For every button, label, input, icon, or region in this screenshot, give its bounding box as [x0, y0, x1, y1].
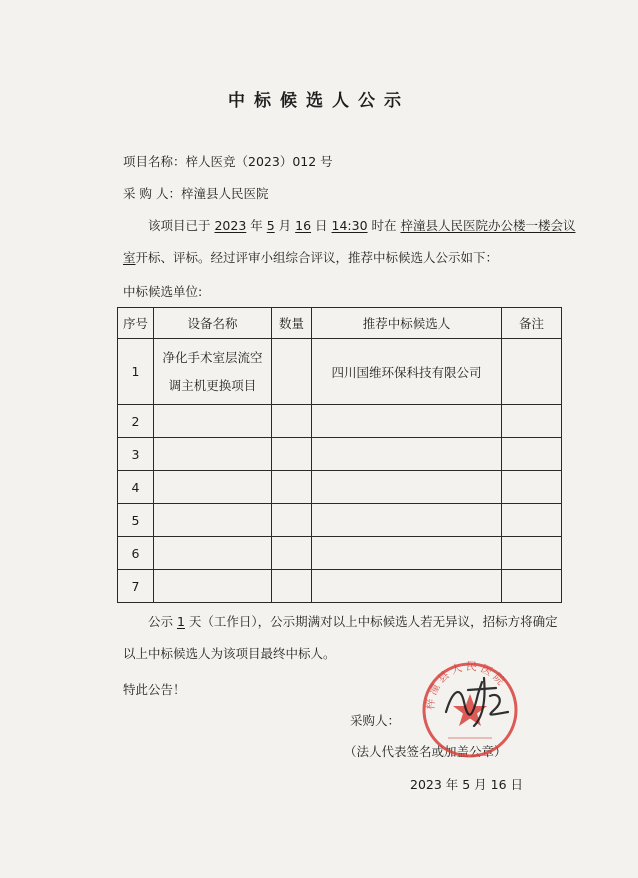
row-candidate: 四川国维环保科技有限公司 — [312, 339, 502, 405]
row-equipment — [154, 339, 272, 405]
candidate-unit-label: 中标候选单位: — [123, 284, 203, 299]
header-candidate: 推荐中标候选人 — [312, 308, 502, 339]
opening-place: 梓潼县人民医院办公楼一楼会议 — [400, 218, 576, 233]
row-no: 1 — [118, 339, 154, 405]
table-row — [118, 405, 562, 438]
project-name-value: 梓人医竞（2023）012 号 — [185, 154, 333, 169]
sign-note: （法人代表签名或加盖公章） — [344, 744, 507, 759]
header-equipment: 设备名称 — [154, 308, 272, 339]
opening-time: 14:30 — [331, 218, 368, 233]
para1-text: 该项目已于 — [148, 218, 215, 233]
row-equipment — [154, 537, 272, 570]
header-remark: 备注 — [502, 308, 562, 339]
para1-text: 年 — [246, 218, 267, 233]
equipment-line2: 调主机更换项目 — [168, 377, 257, 393]
row-remark — [502, 537, 562, 570]
handwritten-signature-icon — [438, 672, 518, 732]
row-candidate — [312, 570, 502, 603]
row-equipment — [154, 438, 272, 471]
row-equipment — [154, 405, 272, 438]
opening-day: 16 — [295, 218, 312, 233]
opening-place-end: 室 — [123, 250, 136, 265]
sign-date: 2023 年 5 月 16 日 — [410, 777, 524, 792]
row-qty — [272, 537, 312, 570]
row-remark — [502, 438, 562, 471]
table-row — [118, 504, 562, 537]
table-row — [118, 570, 562, 603]
table-row — [118, 438, 562, 471]
row-no: 6 — [118, 537, 154, 570]
row-equipment — [154, 570, 272, 603]
notice-paragraph-line2: 以上中标候选人为该项目最终中标人。 — [123, 646, 336, 661]
opening-month: 5 — [266, 218, 275, 233]
table-row — [118, 537, 562, 570]
purchaser-label: 采 购 人： — [123, 186, 181, 201]
row-no: 3 — [118, 438, 154, 471]
header-no: 序号 — [118, 308, 154, 339]
project-name-label: 项目名称： — [123, 154, 186, 169]
row-no: 4 — [118, 471, 154, 504]
row-qty — [272, 339, 312, 405]
para2-text: 天（工作日），公示期满对以上中标候选人若无异议，招标方将确定 — [184, 614, 558, 629]
row-candidate — [312, 471, 502, 504]
purchaser-line — [123, 184, 268, 202]
row-equipment — [154, 504, 272, 537]
para1-text: 月 — [274, 218, 296, 233]
para1-text: 日 — [311, 218, 332, 233]
candidate-table — [117, 307, 562, 603]
row-remark — [502, 570, 562, 603]
row-no: 2 — [118, 405, 154, 438]
equipment-line1: 净化手术室层流空 — [162, 349, 263, 365]
document-title: 中标候选人公示 — [228, 91, 410, 111]
row-qty — [272, 504, 312, 537]
svg-text:梓潼县人民医院: 梓潼县人民医院 — [423, 660, 510, 711]
para1-text: 时在 — [367, 218, 401, 233]
row-candidate — [312, 438, 502, 471]
table-header-row — [118, 308, 562, 339]
row-qty — [272, 438, 312, 471]
closing-text: 特此公告！ — [123, 682, 186, 697]
table-row — [118, 339, 562, 405]
para2-text: 公示 — [148, 614, 177, 629]
project-name-line — [123, 152, 333, 170]
notice-days: 1 — [176, 614, 185, 629]
opening-year: 2023 — [214, 218, 247, 233]
row-equipment — [154, 471, 272, 504]
row-no: 5 — [118, 504, 154, 537]
notice-paragraph-line1 — [148, 612, 558, 630]
row-qty — [272, 570, 312, 603]
opening-paragraph-line2 — [123, 248, 498, 266]
row-qty — [272, 471, 312, 504]
row-candidate — [312, 504, 502, 537]
table-row — [118, 471, 562, 504]
row-candidate — [312, 405, 502, 438]
para1-text: 开标、评标。经过评审小组综合评议，推荐中标候选人公示如下： — [135, 250, 499, 265]
row-remark — [502, 471, 562, 504]
opening-paragraph-line1 — [148, 216, 576, 234]
row-remark — [502, 504, 562, 537]
row-no: 7 — [118, 570, 154, 603]
purchaser-value: 梓潼县人民医院 — [180, 186, 269, 201]
sign-purchaser-label: 采购人： — [350, 713, 401, 728]
header-qty: 数量 — [272, 308, 312, 339]
row-remark — [502, 339, 562, 405]
row-qty — [272, 405, 312, 438]
row-candidate — [312, 537, 502, 570]
row-remark — [502, 405, 562, 438]
